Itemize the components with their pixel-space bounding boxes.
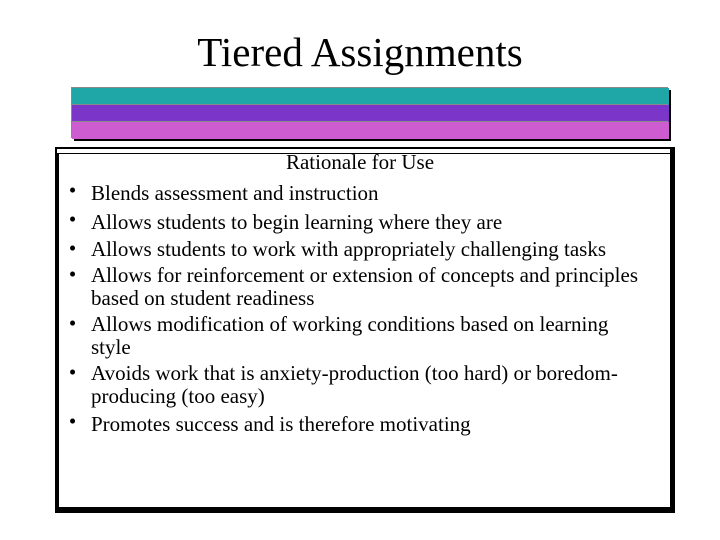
- list-item: [60, 206, 650, 235]
- list-item: [60, 310, 650, 359]
- bullet-dot-icon: •: [68, 262, 77, 286]
- list-item: [60, 261, 650, 310]
- bullet-dot-icon: •: [68, 207, 77, 231]
- list-item: [60, 408, 650, 437]
- list-item-text: Allows for reinforcement or extension of concepts and principles based on student readiness: [91, 263, 638, 310]
- list-item-text: Blends assessment and instruction: [91, 181, 379, 205]
- list-item-text: Promotes success and is therefore motivating: [91, 412, 471, 436]
- list-item: [60, 235, 650, 261]
- list-item-text: Allows modification of working conditions based on learning style: [91, 312, 609, 359]
- list-item: [60, 359, 650, 408]
- slide-title: Tiered Assignments: [197, 29, 523, 75]
- tier-bar-purple: [72, 105, 669, 122]
- rationale-heading: Rationale for Use: [285, 150, 435, 174]
- list-item: [60, 177, 650, 206]
- list-item-text: Avoids work that is anxiety-production (too hard) or boredom-producing (too easy): [91, 361, 618, 408]
- bullet-dot-icon: •: [68, 311, 77, 335]
- tier-bar-teal: [72, 88, 669, 105]
- bullet-dot-icon: •: [68, 360, 77, 384]
- list-item-text: Allows students to work with appropriately challenging tasks: [91, 237, 607, 261]
- list-item-text: Allows students to begin learning where they are: [91, 210, 503, 234]
- rationale-list: [60, 177, 650, 437]
- bullet-dot-icon: •: [68, 178, 77, 202]
- tier-bar-pink: [72, 122, 669, 139]
- bullet-dot-icon: •: [68, 409, 77, 433]
- bullet-dot-icon: •: [68, 236, 77, 260]
